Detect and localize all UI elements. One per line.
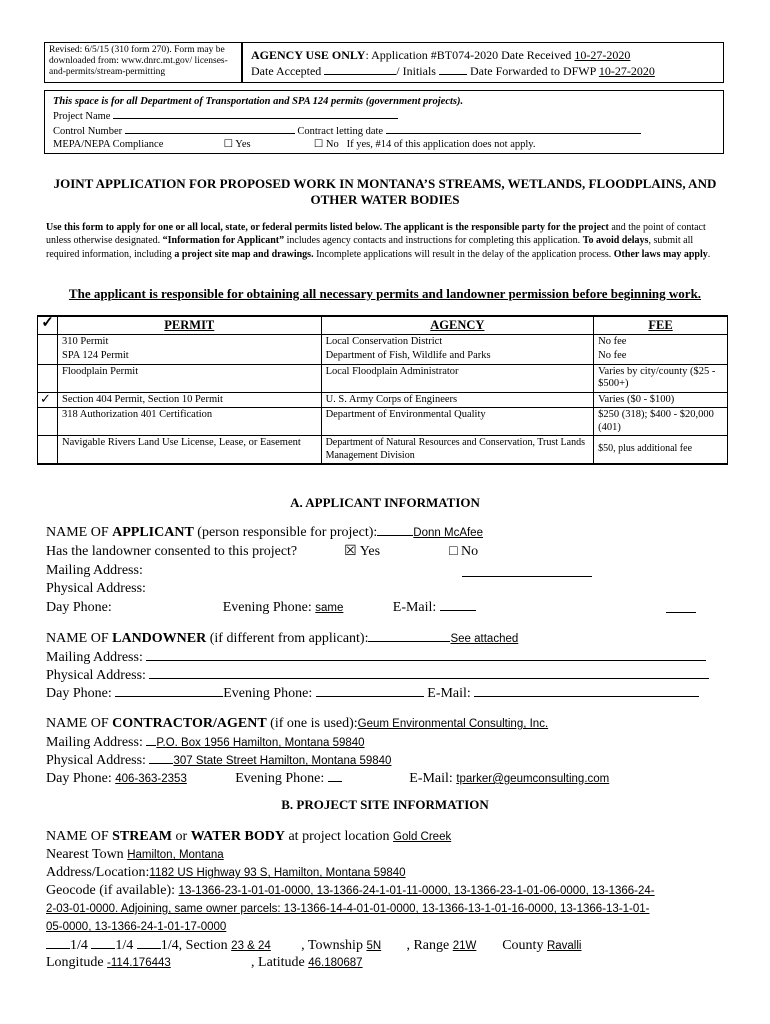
mailing-label: Mailing Address:	[46, 735, 143, 750]
day-phone-label: Day Phone:	[46, 771, 112, 786]
nearest-town-label: Nearest Town	[46, 847, 128, 862]
applicant-physical-line	[46, 580, 146, 597]
table-row	[38, 436, 728, 465]
fee-cell: No fee	[594, 349, 728, 364]
quarter-label: 1/4	[115, 938, 134, 953]
contract-letting-label: Contract letting date	[297, 126, 384, 137]
email-label: E-Mail:	[409, 771, 453, 786]
consent-no-label: No	[461, 544, 479, 559]
table-row	[38, 334, 728, 349]
date-accepted-label: Date Accepted	[251, 63, 325, 78]
permit-cell: SPA 124 Permit	[57, 349, 321, 364]
revision-note: Revised: 6/5/15 (310 form 270). Form may be downloaded from: www.dnrc.mt.gov/ licenses-and-permits/stream-permitting	[49, 45, 228, 77]
county-label: County	[498, 938, 547, 953]
latitude-field[interactable]: 46.180687	[308, 957, 363, 969]
stream-name-line: NAME OF STREAM or WATER BODY at project location Gold Creek	[46, 828, 469, 846]
agency-use-label: AGENCY USE ONLY	[251, 48, 366, 62]
dot-permit-box	[44, 90, 724, 154]
geocode-line	[46, 882, 655, 900]
row-check-5[interactable]	[38, 408, 58, 436]
agency-cell: Department of Environmental Quality	[321, 408, 594, 436]
section-field[interactable]: 23 & 24	[231, 940, 271, 952]
section-label: 1/4, Section	[160, 938, 232, 953]
county-field[interactable]: Ravalli	[546, 940, 582, 952]
email-label: E-Mail:	[427, 686, 471, 701]
applicant-mailing-line	[46, 562, 143, 579]
contractor-physical-line	[46, 751, 533, 770]
row-check-6[interactable]	[38, 436, 58, 465]
address-label: Address/Location:	[46, 865, 150, 880]
mepa-yes-label: Yes	[235, 139, 251, 150]
applicant-name-line: NAME OF APPLICANT (person responsible for project): Donn McAfee	[46, 523, 653, 542]
agency-cell: Local Conservation District	[321, 334, 594, 349]
agency-cell: Department of Fish, Wildlife and Parks	[321, 349, 594, 364]
mepa-no-checkbox[interactable]: ☐	[313, 139, 324, 150]
revision-note-box	[44, 42, 242, 83]
date-forwarded: 10-27-2020	[598, 63, 655, 78]
landowner-physical-line	[46, 666, 709, 684]
geocode-field-2[interactable]: 2-03-01-0000. Adjoining, same owner parcels: 13-1366-14-4-01-01-0000, 13-1366-13-1-01-16-0000, 13-1366-13-1-01-	[46, 903, 650, 915]
address-field[interactable]: 1182 US Highway 93 S, Hamilton, Montana 59840	[149, 867, 406, 879]
contractor-name-field[interactable]: Geum Environmental Consulting, Inc.	[357, 718, 549, 730]
landowner-email-field[interactable]	[474, 684, 699, 697]
date-received: 10-27-2020	[574, 48, 631, 62]
contractor-phone-line	[46, 769, 656, 788]
longitude-field[interactable]: -114.176443	[107, 957, 171, 969]
mepa-note: If yes, #14 of this application does not apply.	[346, 139, 536, 150]
contractor-mailing-line	[46, 733, 606, 752]
consent-line	[46, 543, 478, 560]
date-forwarded-label: Date Forwarded to DFWP	[466, 63, 599, 78]
section-b-heading: B. PROJECT SITE INFORMATION	[281, 797, 489, 812]
fee-cell: Varies ($0 - $100)	[594, 392, 728, 408]
permit-cell: 318 Authorization 401 Certification	[57, 408, 321, 436]
range-field[interactable]: 21W	[452, 940, 477, 952]
email-field[interactable]	[440, 598, 476, 611]
permit-cell: Floodplain Permit	[57, 364, 321, 392]
email-label: E-Mail:	[392, 600, 437, 615]
application-number: : Application #BT074-2020 Date Received	[365, 48, 575, 62]
contractor-email-field[interactable]: tparker@geumconsulting.com	[456, 773, 610, 785]
evening-phone-label: Evening Phone:	[223, 686, 313, 701]
landowner-physical-field[interactable]	[149, 666, 709, 679]
mepa-yes-checkbox[interactable]: ☐	[223, 139, 234, 150]
geocode-label: Geocode (if available):	[46, 883, 179, 898]
longitude-label: Longitude	[46, 955, 108, 970]
row-check-3[interactable]	[38, 364, 58, 392]
applicant-name-field[interactable]: Donn McAfee	[413, 527, 483, 539]
quarter-label: 1/4	[70, 938, 88, 953]
latitude-label: , Latitude	[251, 955, 309, 970]
permit-cell: 310 Permit	[57, 334, 321, 349]
mepa-no-label: No	[325, 139, 339, 150]
table-row	[38, 364, 728, 392]
consent-yes-label: Yes	[359, 544, 381, 559]
fee-cell: No fee	[594, 334, 728, 349]
agency-header: AGENCY	[321, 316, 594, 334]
address-line	[46, 864, 471, 882]
table-row	[38, 408, 728, 436]
intro-paragraph: Use this form to apply for one or all local, state, or federal permits listed below. The applicant is the responsible party for the project and the point of contact unless otherwise designated. “Information for Applicant” includes agency contacts and instructions for completing this application. To avoid delays, submit all required information, including a project site map and drawings. Incomplete applications will result in the delay of the application process. Other laws may apply.	[46, 222, 711, 260]
township-label: , Township	[301, 938, 367, 953]
nearest-town-field[interactable]: Hamilton, Montana	[127, 849, 224, 861]
permits-table	[37, 315, 728, 465]
physical-label: Physical Address:	[46, 668, 146, 683]
fee-header: FEE	[594, 316, 728, 334]
consent-no-checkbox[interactable]: □	[449, 544, 458, 559]
row-check-4[interactable]: ✓	[38, 392, 58, 408]
landowner-phone-line	[46, 684, 699, 702]
applicant-mailing-field[interactable]	[462, 564, 592, 577]
evening-phone-label: Evening Phone:	[235, 771, 325, 786]
physical-label: Physical Address:	[46, 581, 146, 596]
agency-cell: Local Floodplain Administrator	[321, 364, 594, 392]
project-name-label: Project Name	[53, 111, 111, 122]
mailing-label: Mailing Address:	[46, 563, 143, 578]
agency-cell: Department of Natural Resources and Conservation, Trust Lands Management Division	[321, 436, 594, 465]
section-a-heading: A. APPLICANT INFORMATION	[290, 495, 480, 510]
agency-use-box	[242, 42, 724, 83]
permit-header: PERMIT	[57, 316, 321, 334]
consent-label: Has the landowner consented to this project?	[46, 544, 298, 559]
evening-phone-field[interactable]: same	[315, 602, 344, 614]
form-title: JOINT APPLICATION FOR PROPOSED WORK IN MONTANA’S STREAMS, WETLANDS, FLOODPLAINS, AND OTHER WATER BODIES	[53, 176, 717, 207]
range-label: , Range	[406, 938, 453, 953]
contractor-name-line: NAME OF CONTRACTOR/AGENT (if one is used):Geum Environmental Consulting, Inc.	[46, 715, 678, 733]
permit-cell: Navigable Rivers Land Use License, Lease, or Easement	[57, 436, 321, 465]
location-line	[46, 936, 623, 955]
table-row	[38, 349, 728, 364]
evening-phone-label: Evening Phone:	[222, 600, 312, 615]
landowner-mailing-field[interactable]	[146, 648, 706, 661]
contractor-physical-field[interactable]: 307 State Street Hamilton, Montana 59840	[173, 755, 392, 767]
permit-cell: Section 404 Permit, Section 10 Permit	[57, 392, 321, 408]
applicant-phone-line	[46, 598, 726, 617]
landowner-name-field[interactable]: See attached	[450, 633, 519, 645]
coordinates-line	[46, 954, 504, 972]
day-phone-label: Day Phone:	[46, 686, 112, 701]
table-row	[38, 392, 728, 408]
township-field[interactable]: 5N	[366, 940, 382, 952]
row-check-1[interactable]	[38, 334, 58, 349]
fee-cell: $250 (318); $400 - $20,000 (401)	[594, 408, 728, 436]
initials-label: / Initials	[396, 63, 439, 78]
contractor-mailing-field[interactable]: P.O. Box 1956 Hamilton, Montana 59840	[156, 737, 365, 749]
geocode-line-2	[46, 900, 650, 918]
mepa-label: MEPA/NEPA Compliance	[53, 139, 164, 150]
check-header: ✓	[38, 316, 58, 334]
geocode-field-1[interactable]: 13-1366-23-1-01-01-0000, 13-1366-24-1-01-11-0000, 13-1366-23-1-01-06-0000, 13-1366-24-	[178, 885, 655, 897]
nearest-town-line	[46, 846, 341, 864]
consent-yes-checkbox[interactable]: ☒	[344, 544, 357, 559]
geocode-line-3	[46, 918, 246, 936]
geocode-field-3[interactable]: 05-0000, 13-1366-24-1-01-17-0000	[46, 921, 227, 933]
day-phone-label: Day Phone:	[46, 600, 112, 615]
row-check-2[interactable]	[38, 349, 58, 364]
mailing-label: Mailing Address:	[46, 650, 143, 665]
stream-name-field[interactable]: Gold Creek	[393, 831, 452, 843]
fee-cell: Varies by city/county ($25 - $500+)	[594, 364, 728, 392]
physical-label: Physical Address:	[46, 753, 146, 768]
responsibility-notice: The applicant is responsible for obtaining all necessary permits and landowner permission before beginning work.	[68, 286, 702, 301]
control-number-label: Control Number	[53, 126, 123, 137]
fee-cell: $50, plus additional fee	[594, 436, 728, 465]
landowner-name-line: NAME OF LANDOWNER (if different from applicant): See attached	[46, 629, 576, 648]
dot-heading: This space is for all Department of Transportation and SPA 124 permits (government projects).	[53, 96, 464, 107]
landowner-mailing-line	[46, 648, 706, 666]
agency-cell: U. S. Army Corps of Engineers	[321, 392, 594, 408]
contractor-day-phone-field[interactable]: 406-363-2353	[115, 773, 187, 785]
